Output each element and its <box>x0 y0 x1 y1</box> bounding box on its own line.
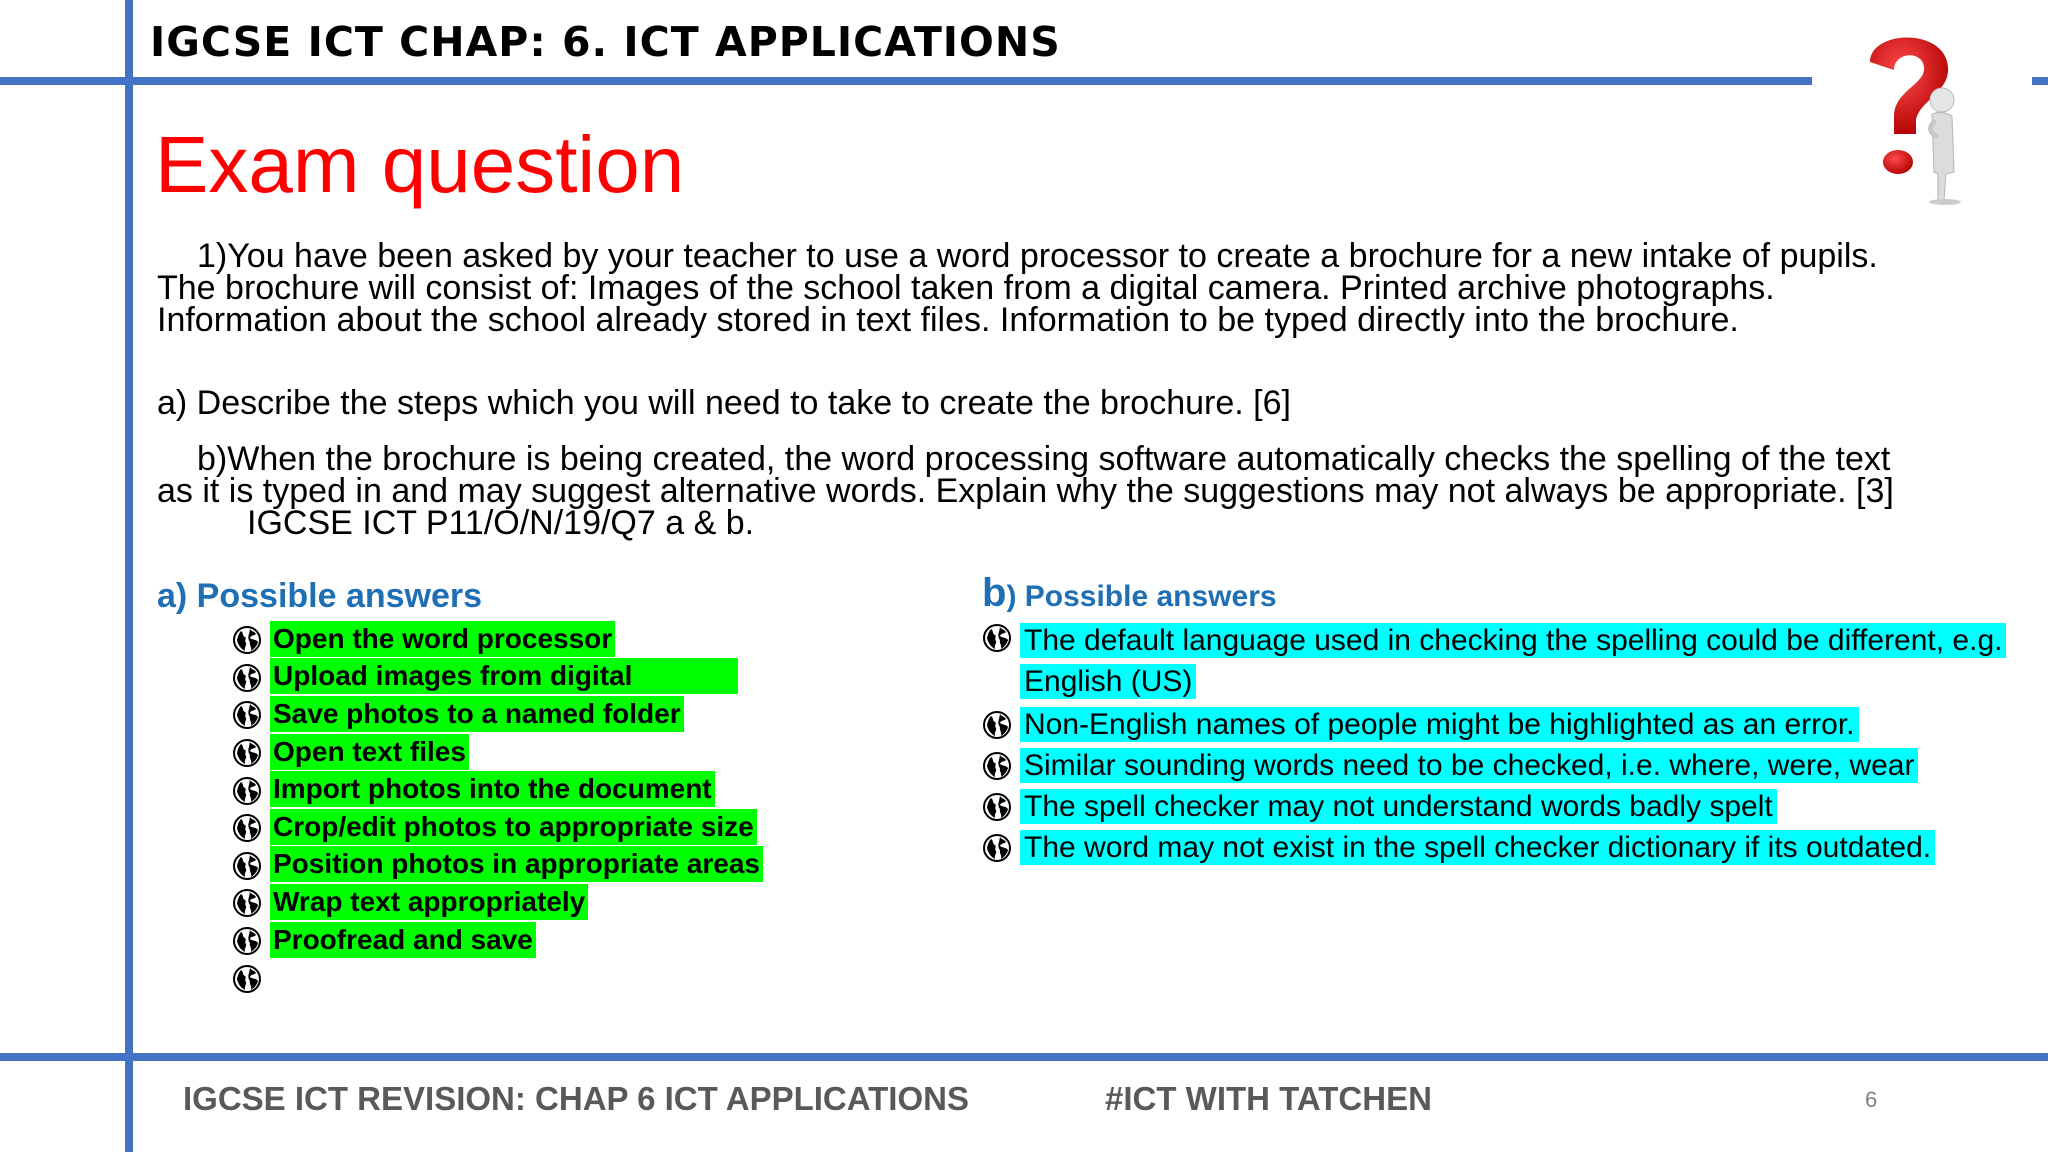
list-item <box>232 808 763 846</box>
globe-icon <box>982 623 1012 653</box>
answers-a-heading: a) Possible answers <box>157 577 483 615</box>
header-title: IGCSE ICT CHAP: 6. ICT APPLICATIONS <box>150 18 1061 66</box>
answer-a-text: Import photos into the document <box>270 771 715 807</box>
globe-icon <box>232 964 262 994</box>
footer-hashtag: #ICT WITH TATCHEN <box>1105 1080 1432 1117</box>
list-item <box>982 707 2022 743</box>
globe-icon <box>232 851 262 881</box>
globe-icon <box>232 625 262 655</box>
globe-icon <box>232 738 262 768</box>
answers-b-heading <box>982 571 1277 616</box>
globe-icon <box>232 813 262 843</box>
list-item <box>232 921 763 959</box>
globe-icon <box>232 700 262 730</box>
answer-a-text: Open the word processor <box>270 621 615 657</box>
globe-icon <box>982 792 1012 822</box>
answer-a-text: Position photos in appropriate areas <box>270 846 763 882</box>
list-item <box>232 695 763 733</box>
answer-a-text: Upload images from digital <box>270 658 738 694</box>
question-mark-figure-icon <box>1850 22 1970 207</box>
answer-b-text: The default language used in checking the spelling could be different, e.g. English (US) <box>1020 623 2006 699</box>
list-item <box>982 830 2022 866</box>
answer-b-text: The word may not exist in the spell checker dictionary if its outdated. <box>1020 830 1935 865</box>
question-reference: IGCSE ICT P11/O/N/19/Q7 a & b. <box>247 504 755 542</box>
question-1-text: 1)You have been asked by your teacher to use a word processor to create a brochure for a new intake of pupils. The brochure will consist of: Images of the school taken from a digital camera. Printed archive photographs. Information about the school already stored in text files. Information to be typed directly into the brochure. <box>157 237 1878 339</box>
answers-b-heading-letter: b <box>982 571 1007 615</box>
header-divider-line <box>0 77 1812 85</box>
list-item <box>232 733 763 771</box>
globe-icon <box>982 751 1012 781</box>
question-b-text: b)When the brochure is being created, the word processing software automatically checks the spelling of the text as it is typed in and may suggest alternative words. Explain why the suggestions may not always be appropriate. [3] <box>157 440 1894 510</box>
answer-b-text: Non-English names of people might be highlighted as an error. <box>1020 707 1859 742</box>
list-item <box>232 620 763 658</box>
list-item <box>232 883 763 921</box>
question-part-b <box>157 440 1917 542</box>
page-number: 6 <box>1865 1087 1878 1112</box>
list-item <box>982 748 2022 784</box>
list-item <box>982 789 2022 825</box>
answer-a-text: Save photos to a named folder <box>270 696 684 732</box>
answer-b-text: The spell checker may not understand words badly spelt <box>1020 789 1777 824</box>
question-paragraph-1 <box>157 237 1917 339</box>
list-item <box>232 770 763 808</box>
answers-b-list <box>982 620 2022 871</box>
left-accent-line <box>125 0 133 1152</box>
answers-a-list <box>232 620 763 996</box>
header-divider-line-end <box>2032 77 2048 85</box>
globe-icon <box>232 888 262 918</box>
globe-icon <box>232 776 262 806</box>
answer-b-text: Similar sounding words need to be checked, i.e. where, were, wear <box>1020 748 1918 783</box>
answer-a-text: Crop/edit photos to appropriate size <box>270 809 757 845</box>
answers-b-heading-text: ) Possible answers <box>1006 580 1277 613</box>
footer-divider-line <box>0 1053 2048 1061</box>
answer-a-text: Proofread and save <box>270 922 536 958</box>
list-item <box>232 846 763 884</box>
globe-icon <box>232 926 262 956</box>
answer-a-text: Wrap text appropriately <box>270 884 588 920</box>
globe-icon <box>982 833 1012 863</box>
globe-icon <box>232 663 262 693</box>
list-item <box>232 958 763 996</box>
answer-a-text: Open text files <box>270 734 469 770</box>
slide-title: Exam question <box>155 120 685 209</box>
list-item <box>982 620 2022 702</box>
footer-course-title: IGCSE ICT REVISION: CHAP 6 ICT APPLICATIONS <box>183 1080 969 1117</box>
globe-icon <box>982 710 1012 740</box>
list-item <box>232 658 763 696</box>
question-part-a: a) Describe the steps which you will need to take to create the brochure. [6] <box>157 384 1291 422</box>
